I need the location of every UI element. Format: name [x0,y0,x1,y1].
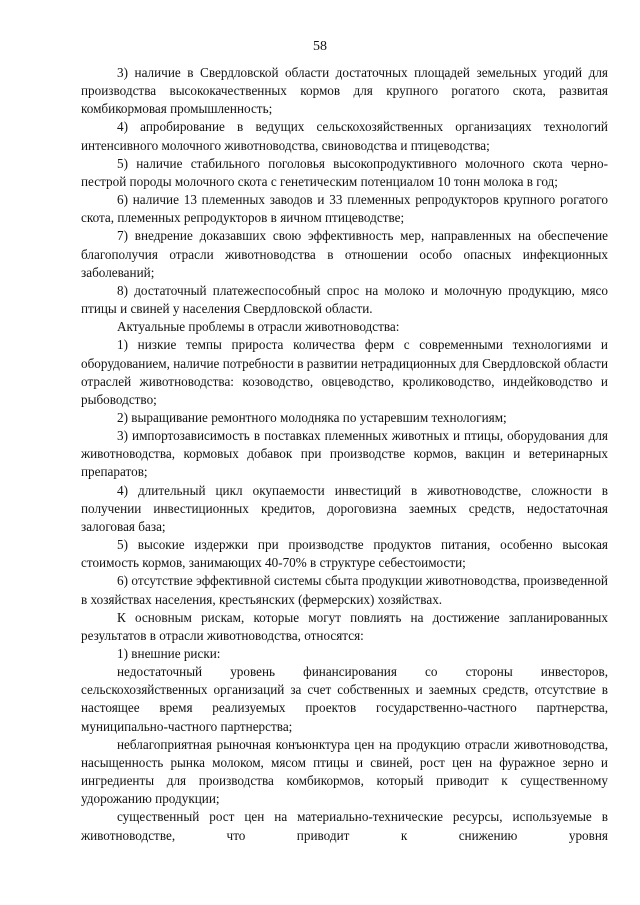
document-body [81,64,608,845]
paragraph-strength-7: 7) внедрение доказавших свою эффективность мер, направленных на обеспечение благополучия отрасли животноводства в отношении особо опасных инфекционных заболеваний; [81,228,608,280]
paragraph-strength-8: 8) достаточный платежеспособный спрос на молоко и молочную продукцию, мясо птицы и свиней у населения Свердловской области. [81,282,608,317]
paragraph-problem-2: 2) выращивание ремонтного молодняка по устаревшим технологиям; [117,409,507,425]
paragraph-external-risks: 1) внешние риски: [117,646,221,661]
paragraph-problem-5: 5) высокие издержки при производстве продуктов питания, особенно высокая стоимость кормов, занимающих 40-70% в структуре себестоимости; [81,537,608,571]
paragraph-problem-3: 3) импортозависимость в поставках племенных животных и птицы, оборудования для животноводства, кормовых добавок при производстве кормов, вакцин и ветеринарных препаратов; [81,428,608,480]
page-number: 58 [313,39,327,54]
paragraph-risk-financing: недостаточный уровень финансирования со стороны инвесторов, сельскохозяйственных организаций за счет собственных и заемных средств, отсутствие в настоящее время реализуемых проектов государственно-частного партнерства, муниципально-частного партнерства; [81,664,608,734]
paragraph-problem-4: 4) длительный цикл окупаемости инвестиций в животноводстве, сложности в получении инвестиционных кредитов, дороговизна заемных средств, недостаточная залоговая база; [81,482,608,534]
paragraph-strength-6: 6) наличие 13 племенных заводов и 33 племенных репродукторов крупного рогатого скота, племенных репродукторов в яичном птицеводстве; [81,192,608,226]
paragraph-strength-4: 4) апробирование в ведущих сельскохозяйственных организациях технологий интенсивного молочного животноводства, свиноводства и птицеводства; [81,119,608,153]
paragraph-problems-heading: Актуальные проблемы в отрасли животноводства: [117,319,400,335]
paragraph-problem-6: 6) отсутствие эффективной системы сбыта продукции животноводства, произведенной в хозяйствах населения, крестьянских (фермерских) хозяйствах. [81,573,608,607]
paragraph-strength-5: 5) наличие стабильного поголовья высокопродуктивного молочного скота черно-пестрой породы молочного скота с генетическим потенциалом 10 тонн молока в год; [81,155,608,189]
paragraph-risk-prices: существенный рост цен на материально-технические ресурсы, используемые в животноводстве, что приводит к снижению уровня [81,809,608,843]
paragraph-risk-market: неблагоприятная рыночная конъюнктура цен на продукцию отрасли животноводства, насыщенность рынка молоком, мясом птицы и свиней, рост цен на фуражное зерно и ингредиенты для производства комбикормов, который приводит к существенному удорожанию продукции; [81,736,608,807]
paragraph-problem-1: 1) низкие темпы прироста количества ферм с современными технологиями и оборудованием, наличие потребности в развитии нетрадиционных для Свердловской области отраслей животноводства: козоводство, овцеводство, кролиководство, индейководство и рыбоводство; [81,337,608,407]
paragraph-risks-heading: К основным рискам, которые могут повлиять на достижение запланированных результатов в отрасли животноводства, относятся: [81,609,608,643]
paragraph-strength-3: 3) наличие в Свердловской области достаточных площадей земельных угодий для производства высококачественных кормов для крупного рогатого скота, развитая комбикормовая промышленность; [81,65,608,117]
